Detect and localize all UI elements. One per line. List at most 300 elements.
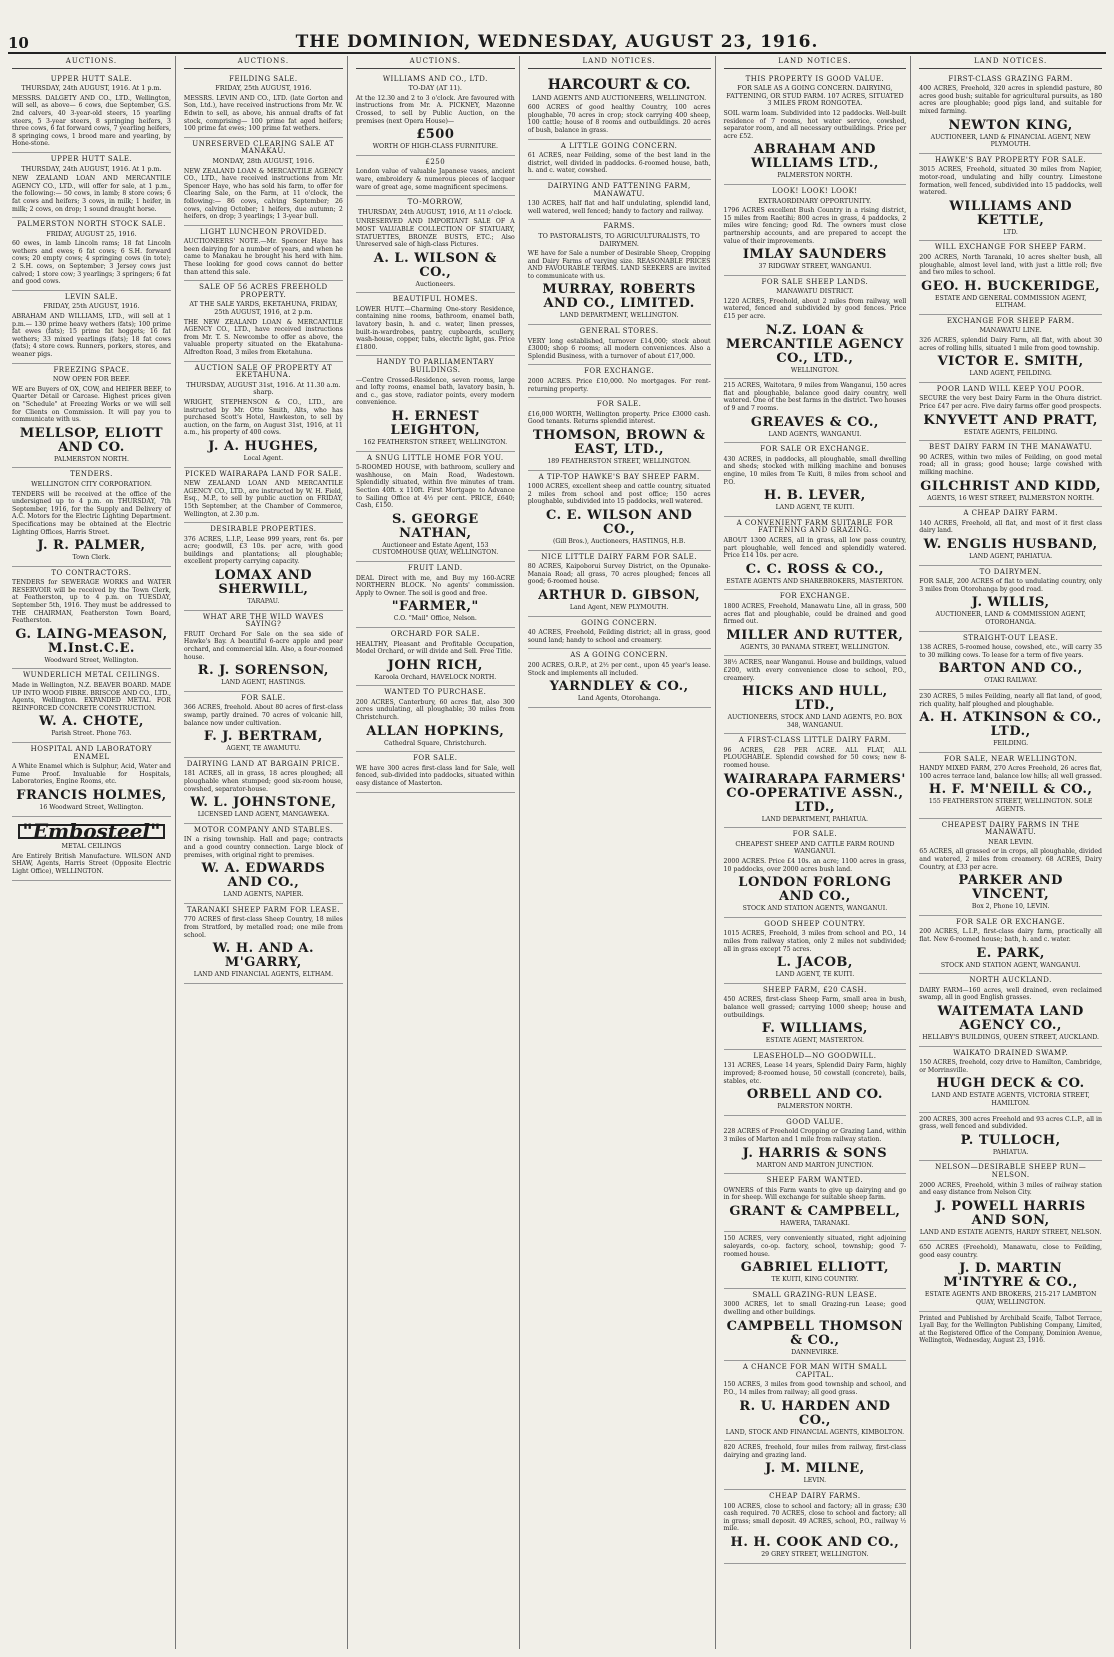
ad-agent-name: WAIRARAPA FARMERS' CO-OPERATIVE ASSN., LTD., (723, 771, 906, 815)
ad-body: 200 ACRES, 300 acres Freehold and 93 acres C.L.P., all in grass, well fenced and subdivided. (919, 1115, 1103, 1131)
column-heading: AUCTIONS. (12, 58, 171, 69)
ad-title: WHAT ARE THE WILD WAVES SAYING? (202, 612, 324, 629)
masthead (8, 18, 1106, 54)
ad-agent-name: JOHN RICH, (387, 657, 483, 673)
ad-title: A CHANCE FOR MAN WITH SMALL CAPITAL. (742, 1363, 887, 1379)
advertisement (184, 138, 343, 226)
ad-body: WRIGHT, STEPHENSON & CO., LTD., are instructed by Mr. Otto Smith, Alts, who has purchased Scott's Hotel, Hawkeston, to sell by auction, on the farm, on August 31st, 1916, at 11 a.m., his property of 400 cows. (183, 398, 343, 437)
ad-title: PICKED WAIRARAPA LAND FOR SALE. (185, 469, 342, 478)
ad-body: 150 ACRES, 3 miles from good township and school, and P.O., 14 miles from railway; all good grass. (723, 1381, 907, 1396)
ad-body: AUCTIONEERS' NOTE.—Mr. Spencer Haye has been dairying for a number of years, and when he came to Manakau he brought his herd with him. These looking for good cows cannot do better than attend this sale. (183, 238, 343, 276)
ad-subtitle: FRIDAY, AUGUST 25, 1916. (46, 229, 137, 238)
ad-title: HAWKE'S BAY PROPERTY FOR SALE. (935, 155, 1087, 164)
ad-body: NEW ZEALAND LOAN AND MERCANTILE AGENCY CO., LTD., will offer for sale, at 1 p.m., the following:— 50 cows, in lamb; 8 store cows; 6 fat cows and heifers; 3 cows, in milk; 1 heifer, in milk; 2 cows, on drop; 1 sound draught horse. (12, 175, 171, 213)
ad-title: A FIRST-CLASS LITTLE DAIRY FARM. (738, 736, 891, 745)
ad-agent-address: AGENTS, 30 PANAMA STREET, WELLINGTON. (740, 643, 890, 651)
advertisement (724, 734, 907, 828)
advertisement (919, 315, 1102, 383)
advertisement (919, 632, 1102, 690)
ad-title: AS A GOING CONCERN. (570, 651, 669, 660)
ad-agent-address: PALMERSTON NORTH. (777, 172, 853, 180)
ad-subtitle: MANAWATU LINE. (979, 326, 1042, 335)
ad-subtitle: TO PASTORALISTS, TO AGRICULTURALISTS, TO DAIRYMEN. (538, 231, 700, 248)
ad-title: NELSON—DESIRABLE SHEEP RUN—NELSON. (935, 1163, 1087, 1179)
ad-title: FREEZING SPACE. (53, 365, 130, 374)
ad-title: FOR SALE OR EXCHANGE. (760, 445, 870, 454)
ad-title: GENERAL STORES. (579, 327, 659, 336)
ad-body: 60 ewes, in lamb Lincoln rams; 18 fat Lincoln wethers and ewes; 6 fat cows; 6 S.H. forward cows; 20 empty cows; 4 springing cows (in tote); 2 S.H. cows, on September; 3 Jersey cows just calved; 1 store cow; 3 yearlings; 3 springers; 6 fat and good cows. (12, 240, 171, 286)
advertisement (356, 452, 515, 562)
advertisement (919, 753, 1102, 819)
advertisement (12, 669, 171, 743)
ad-agent-name: H. F. M'NEILL & CO., (928, 782, 1093, 798)
ad-title: FOR SALE. (413, 754, 458, 763)
advertisement (919, 441, 1102, 507)
ad-title: A CHEAP DAIRY FARM. (963, 509, 1058, 518)
ad-body: ABRAHAM AND WILLIAMS, LTD., will sell at 1 p.m.— 130 prime heavy wethers (fats); 100 prime fat ewes (fats); 15 prime fat hoggets; 16 fat wethers; 33 mixed yearlings (fats); 18 fat cows (fats); 4 store cows. Runners, porkers, stores, and weaner pigs. (12, 313, 171, 358)
ad-body: 650 ACRES (Freehold), Manawatu, close to Feilding, good easy country. (919, 1244, 1103, 1259)
ad-body: 181 ACRES, all in grass, 18 acres ploughed; all ploughable when stumped; good six-room house, cowshed, separator-house. (183, 770, 343, 793)
ad-title: SHEEP FARM, £20 CASH. (762, 985, 867, 994)
ad-agent-name: F. WILLIAMS, (761, 1021, 868, 1037)
ad-title: LIGHT LUNCHEON PROVIDED. (200, 227, 327, 236)
ad-title: HOSPITAL AND LABORATORY ENAMEL (30, 745, 153, 761)
advertisement (12, 218, 171, 291)
advertisement (724, 73, 907, 185)
ad-title: A CONVENIENT FARM SUITABLE FOR FATTENING AND GRAZING. (736, 518, 894, 535)
ad-body: DAIRY FARM—160 acres, well drained, even reclaimed swamp, all in good English grasses. (919, 986, 1103, 1002)
ad-title: FOR SALE, NEAR WELLINGTON. (943, 754, 1078, 763)
ad-agent-name: IMLAY SAUNDERS (742, 247, 887, 263)
ad-agent-address: Parish Street. Phone 763. (51, 730, 132, 738)
ad-title: STRAIGHT-OUT LEASE. (962, 633, 1059, 642)
ad-agent-address: PAHIATUA. (992, 1148, 1029, 1156)
ad-body: 228 ACRES of Freehold Cropping or Grazing Land, within 3 miles of Marton and 1 mile from railway station. (723, 1128, 907, 1143)
ad-title: SHEEP FARM WANTED. (766, 1176, 864, 1185)
advertisement (184, 692, 343, 758)
ad-subtitle: METAL CEILINGS (61, 842, 122, 851)
advertisement (724, 984, 907, 1050)
ad-agent-address: LAND AGENT, PAHIATUA. (969, 552, 1053, 560)
column-heading: AUCTIONS. (184, 58, 343, 69)
ad-body: Made in Wellington, N.Z. BEAVER BOARD. MADE UP INTO WOOD FIBRE. BRISCOE AND CO., LTD., Agents, Wellington. EXPANDED METAL FOR REINFORCED CONCRETE CONSTRUCTION. (12, 682, 171, 712)
ad-agent-address: Karoola Orchard, HAVELOCK NORTH. (374, 673, 497, 681)
ad-title: GOOD VALUE. (786, 1117, 844, 1126)
advertisement (356, 196, 515, 293)
ad-agent-name: ARTHUR D. GIBSON, (538, 587, 701, 603)
ad-agent-address: AUCTIONEER, LAND & FINANCIAL AGENT, NEW PLYMOUTH. (930, 133, 1091, 149)
ad-body: £16,000 WORTH, Wellington property. Price £3000 cash. Good tenants. Returns splendid interest. (527, 410, 711, 426)
column-heading: LAND NOTICES. (724, 58, 907, 69)
ad-body: VERY long established, turnover £14,000; stock about £3000; shop 6 rooms; all modern conveniences. Also a Splendid Business, with a turnover of about £17,000. (527, 337, 711, 360)
ad-title: SMALL GRAZING-RUN LEASE. (752, 1290, 878, 1299)
ad-title: AUCTION SALE OF PROPERTY AT EKETAHUNA. (194, 363, 333, 380)
advertisement (724, 517, 907, 591)
ad-subtitle: LAND AGENTS AND AUCTIONEERS, WELLINGTON. (532, 93, 707, 102)
advertisement (919, 566, 1102, 632)
advertisement (724, 590, 907, 656)
ad-body: TENDERS for SEWERAGE WORKS and WATER RESERVOIR will be received by the Town Clerk, at Featherston, up to 4 p.m. on TUESDAY, September 5th, 1916. They must be addressed to THE CHAIRMAN, Featherston Town Board, Featherston. (12, 579, 171, 625)
ad-title: FOR EXCHANGE. (779, 592, 850, 601)
ad-title: NICE LITTLE DAIRY FARM FOR SALE. (541, 552, 697, 561)
ad-title: DAIRYING AND FATTENING FARM, MANAWATU. (547, 181, 691, 198)
ad-body: 1000 ACRES, excellent sheep and cattle country, situated 2 miles from school and post office; 150 acres ploughable, subdivided into 15 paddocks, well watered. (527, 483, 711, 506)
advertisement (356, 628, 515, 686)
ad-body: UNRESERVED AND IMPORTANT SALE OF A MOST VALUABLE COLLECTION OF STATUARY, STATUETTES, BRONZE BUSTS, ETC.; Also Unreserved sale of high-class Pictures. (355, 218, 515, 249)
newspaper-title: THE DOMINION, WEDNESDAY, AUGUST 23, 1916. (295, 32, 819, 52)
ad-agent-name: W. L. JOHNSTONE, (190, 795, 337, 811)
ad-body: 1796 ACRES excellent Bush Country in a rising district, 15 miles from Raetihi; 800 acres in grass, 4 paddocks, 2 miles wire fencing; good Rd. The owners must close partnership accounts, and are prepared to accept the value of their improvements. (723, 207, 907, 245)
ad-agent-name: A. H. ATKINSON & CO., LTD., (919, 710, 1102, 740)
advertisement (356, 73, 515, 156)
ad-agent-name: PARKER AND VINCENT, (958, 873, 1063, 903)
ad-body: 1220 ACRES, Freehold, about 2 miles from railway, well watered, fenced and subdivided by good fences. Price £15 per acre. (723, 297, 907, 321)
ad-agent-name: P. TULLOCH, (960, 1132, 1061, 1148)
ad-body: 5-ROOMED HOUSE, with bathroom, scullery and washhouse, on Main Road, Wadestown. Splendidly situated, within five minutes of tram. Section 40ft. x 110ft. First Mortgage to Advance to Sailing Office at 4½ per cent. PRICE, £640; Cash, £150. (355, 464, 515, 510)
column-heading: LAND NOTICES. (919, 58, 1102, 69)
ad-agent-address: 37 RIDGWAY STREET, WANGANUI. (758, 263, 872, 271)
ad-body: THE NEW ZEALAND LOAN & MERCANTILE AGENCY CO., LTD., have received instructions from Mr. T. S. Newcombe to offer as above, the valuable property situated on the Ekatahuna-Alfredton Road, 3 miles from Eketahuna. (183, 318, 343, 356)
ad-agent-address: LAND AND FINANCIAL AGENTS, ELTHAM. (193, 971, 334, 979)
ad-title: BEAUTIFUL HOMES. (392, 295, 478, 304)
ad-agent-address: LAND AGENTS, NAPIER. (223, 891, 304, 899)
ad-title: BEST DAIRY FARM IN THE MANAWATU. (929, 443, 1093, 452)
ad-agent-address: ESTATE AGENTS AND BROKERS, 215-217 LAMBTON QUAY, WELLINGTON. (924, 1291, 1097, 1307)
ad-title: "Embosteel" (18, 824, 165, 840)
ad-agent-name: THOMSON, BROWN & EAST, LTD., (532, 428, 706, 457)
ad-title: PALMERSTON NORTH STOCK SALE. (17, 220, 166, 229)
advertisement (724, 379, 907, 443)
ad-agent-name: L. JACOB, (776, 955, 853, 971)
ad-agent-name: S. GEORGE NATHAN, (391, 511, 479, 541)
ad-subtitle: FRIDAY, 25th AUGUST, 1916. (43, 302, 140, 311)
ad-agent-name: KNYVETT AND PRATT, (923, 412, 1098, 428)
ad-body: 230 ACRES, 5 miles Feilding, nearly all flat land, of good, rich quality, half ploughed and ploughable. (919, 692, 1103, 708)
ad-body: LOWER HUTT.—Charming One-story Residence, containing nine rooms, bathroom, enamel bath, lavatory basin, h. and c. water, linen presses, built-in-wardrobes, pantry, cupboards, scullery, wash-house, copper, tubs, electric light, gas. Price £1800. (355, 305, 515, 351)
advertisement (528, 180, 711, 220)
ad-agent-address: 29 GREY STREET, WELLINGTON. (761, 1550, 869, 1558)
ad-agent-address: AGENTS, 16 WEST STREET, PALMERSTON NORTH. (927, 494, 1094, 502)
column-5 (720, 56, 912, 1649)
ad-body: 130 ACRES, half flat and half undulating, splendid land, well watered, well fenced; handy to factory and railway. (527, 200, 711, 215)
ad-agent-address: WORTH OF HIGH-CLASS FURNITURE. (372, 143, 498, 151)
advertisement (919, 1241, 1102, 1311)
ad-subtitle: THURSDAY, AUGUST 31st, 1916. At 11.30 a.m. sharp. (186, 380, 341, 397)
ad-body: 1015 ACRES, Freehold, 3 miles from school and P.O., 14 miles from railway station, only 2 miles not subdivided; all in grass except 75 acres. (723, 930, 907, 953)
ad-body: 150 ACRES, freehold, cozy drive to Hamilton, Cambridge, or Morrinsville. (919, 1059, 1103, 1074)
ad-title: FIRST-CLASS GRAZING FARM. (948, 74, 1073, 83)
ad-title: HANDY TO PARLIAMENTARY BUILDINGS. (376, 358, 495, 375)
ad-agent-name: J. M. MILNE, (765, 1461, 865, 1477)
ad-agent-name: NEWTON KING, (948, 117, 1073, 133)
ad-title: DESIRABLE PROPERTIES. (210, 525, 317, 534)
advertisement (724, 185, 907, 276)
ad-agent-name: W. H. AND A. M'GARRY, (212, 941, 315, 971)
ad-title: FRUIT LAND. (408, 563, 463, 572)
advertisement (12, 153, 171, 218)
advertisement (724, 1361, 907, 1441)
ad-agent-name: A. L. WILSON & CO., (373, 250, 497, 280)
ad-agent-name: £500 (416, 127, 455, 143)
ad-subtitle: FRIDAY, 25th AUGUST, 1916. (215, 84, 312, 93)
ad-body: 100 ACRES, close to school and factory; all in grass; £30 cash required. 70 ACRES, close to school and factory; all in grass; small deposit. 49 ACRES, school, P.O., railway ½ mile. (723, 1502, 907, 1533)
ad-agent-name: E. PARK, (976, 945, 1045, 961)
ad-agent-address: LAND AND ESTATE AGENTS, HARDY STREET, NELSON. (919, 1228, 1102, 1236)
ad-title: SALE OF 56 ACRES FREEHOLD PROPERTY. (199, 283, 328, 299)
ad-body: 366 ACRES, freehold. About 80 acres of first-class swamp, partly drained. 70 acres of volcanic hill, balance now under cultivation. (183, 704, 343, 727)
ad-agent-address: LAND AGENT, HASTINGS. (221, 679, 306, 687)
ad-body: 450 ACRES, first-class Sheep Farm, small area in bush, balance well grassed; carrying 1000 sheep; house and outbuildings. (723, 996, 907, 1019)
ad-body: MESSRS. LEVIN AND CO., LTD. (late Gorton and Son, Ltd.), have received instructions from Mr. W. Edwin to sell, as above, his annual drafts of fat stock, comprising— 100 prime fat aged heifers; 100 prime fat ewes; 100 prime fat wethers. (183, 94, 343, 133)
ad-subtitle: CHEAPEST SHEEP AND CATTLE FARM ROUND WANGANUI. (735, 839, 895, 856)
ad-agent-name: ALLAN HOPKINS, (366, 723, 505, 739)
ad-agent-name: H. B. LEVER, (764, 488, 866, 504)
ad-agent-address: AUCTIONEERS, STOCK AND LAND AGENTS, P.O. BOX 348, WANGANUI. (727, 714, 903, 729)
advertisement (528, 398, 711, 470)
ad-agent-name: LONDON FORLONG AND CO., (738, 875, 892, 905)
ad-subtitle: TO-DAY (AT 11). (408, 84, 462, 93)
advertisement (184, 362, 343, 468)
ad-body: 376 ACRES, L.I.P., Lease 999 years, rent 6s. per acre; goodwill, £3 10s. per acre, with good buildings and plantations; all ploughable; excellent property carrying capacity. (183, 535, 343, 566)
ad-title: FOR EXCHANGE. (584, 367, 655, 376)
advertisement (12, 73, 171, 153)
ad-body: 1800 ACRES, Freehold, Manawatu Line, all in grass, 500 acres flat and ploughable, could be drained and good firmed out. (723, 602, 907, 626)
ad-agent-name: MILLER AND RUTTER, (726, 627, 904, 643)
advertisement (919, 383, 1102, 441)
ad-agent-address: ESTATE AND GENERAL COMMISSION AGENT, ELTHAM. (934, 294, 1087, 310)
ad-subtitle: MANAWATU DISTRICT. (776, 287, 854, 296)
ad-title: A TIP-TOP HAWKE'S BAY SHEEP FARM. (538, 472, 700, 481)
ad-agent-name: FRANCIS HOLMES, (16, 787, 167, 803)
ad-title: £250 (425, 157, 446, 166)
ad-agent-name: WILLIAMS AND KETTLE, (949, 198, 1072, 228)
ad-title: A SNUG LITTLE HOME FOR YOU. (367, 453, 504, 462)
advertisement (528, 325, 711, 365)
ad-title: FOR SALE OR EXCHANGE. (956, 917, 1066, 926)
ad-agent-address: HELLABY'S BUILDINGS, QUEEN STREET, AUCKLAND. (922, 1033, 1099, 1041)
ad-body: 200 ACRES, O.R.P., at 2½ per cent., upon 45 year's lease. Stock and implements all included. (527, 661, 711, 677)
ad-agent-name: C. C. ROSS & CO., (745, 561, 884, 577)
ad-title: A LITTLE GOING CONCERN. (560, 141, 678, 150)
ad-agent-address: WELLINGTON. (790, 366, 839, 374)
ad-body: SECURE the very best Dairy Farm in the Ohura district. Price £47 per acre. Five dairy farms offer good prospects. (919, 395, 1103, 411)
ad-body: 3000 ACRES, let to small Grazing-run Lease; good dwelling and other buildings. (723, 1301, 907, 1317)
advertisement (724, 443, 907, 517)
ad-agent-address: LAND AGENT, TE KUITI. (775, 971, 855, 979)
advertisement (184, 281, 343, 361)
ad-title: EXCHANGE FOR SHEEP FARM. (946, 316, 1075, 325)
ad-title: TARANAKI SHEEP FARM FOR LEASE. (186, 905, 340, 914)
advertisement (356, 156, 515, 196)
ad-body: 600 ACRES of good healthy Country, 100 acres ploughable, 70 acres in crop; stock carrying 400 sheep, 100 cattle; house of 8 rooms and outbuildings. 20 acres of bush, balance in grass. (527, 104, 711, 134)
ad-agent-name: R. J. SORENSON, (197, 663, 329, 679)
advertisement (724, 828, 907, 918)
ad-body: 2000 ACRES. Price £4 10s. an acre; 1100 acres in grass, 10 paddocks, over 2000 acres bush land. (723, 858, 907, 873)
advertisement (184, 758, 343, 824)
ad-title: FEILDING SALE. (229, 74, 298, 83)
ad-title: LEVIN SALE. (64, 292, 119, 301)
column-3 (352, 56, 520, 1649)
ad-subtitle: NOW OPEN FOR BEEF. (52, 375, 131, 384)
ad-title: MOTOR COMPANY AND STABLES. (193, 825, 333, 834)
advertisement (919, 690, 1102, 753)
ad-agent-name: GEO. H. BUCKERIDGE, (921, 278, 1101, 294)
ad-agent-address: ESTATE AGENTS AND SHAREBROKERS, MASTERTON. (726, 577, 904, 585)
ad-agent-name: J. A. HUGHES, (208, 438, 319, 454)
ad-body: WE have for Sale a number of Desirable Sheep, Cropping and Dairy Farms of varying size. REASONABLE PRICES AND FAVOURABLE TERMS. LAND SEEKERS are invited to communicate with us. (527, 250, 711, 280)
advertisement (356, 562, 515, 628)
ad-body: 40 ACRES, Freehold, Feilding district; all in grass, good sound land; handy to school and creamery. (527, 629, 711, 644)
advertisement (184, 468, 343, 524)
ad-body: —Centre Crossed-Residence, seven rooms, large and lofty rooms, enamel bath, lavatory basin, h. and c., gas stove, radiator points, every modern convenience. (355, 376, 515, 407)
ad-agent-name: J. POWELL HARRIS AND SON, (935, 1198, 1086, 1228)
ad-agent-address: (Gill Bros.), Auctioneers, HASTINGS, H.B. (552, 537, 686, 545)
ad-agent-address: ESTATE AGENT, MASTERTON. (765, 1037, 864, 1045)
ad-agent-address: ESTATE AGENTS, FEILDING. (963, 428, 1058, 436)
ad-agent-address: LAND DEPARTMENT, PAHIATUA. (761, 815, 868, 823)
ad-agent-address: LEVIN. (803, 1477, 827, 1485)
ad-agent-name: GRANT & CAMPBELL, (729, 1203, 901, 1219)
ad-subtitle: THURSDAY, 24th AUGUST, 1916. At 1 p.m. (21, 84, 162, 93)
ad-agent-address: 155 FEATHERSTON STREET, WELLINGTON. SOLE AGENTS. (928, 798, 1093, 814)
ad-agent-address: LAND, STOCK AND FINANCIAL AGENTS, KIMBOLTON. (725, 1428, 905, 1436)
ad-agent-name: BARTON AND CO., (938, 661, 1083, 677)
ad-agent-name: H. ERNEST LEIGHTON, (390, 409, 481, 438)
ad-agent-name: LOMAX AND SHERWILL, (214, 568, 313, 598)
ad-body: A White Enamel which is Sulphur, Acid, Water and Fume Proof. Invaluable for Hospitals, Laboratories, Engine Rooms, etc. (12, 763, 171, 786)
ad-body: 150 ACRES, very conveniently situated, right adjoining saleyards, co-op. factory, school, township; good 7-roomed house. (723, 1235, 907, 1258)
ad-agent-name: C. E. WILSON AND CO., (545, 507, 693, 537)
ad-body: WE have 300 acres first-class land for Sale, well fenced, sub-divided into paddocks, situated within easy distance of Masterton. (355, 764, 515, 788)
advertisement (724, 1490, 907, 1564)
ad-body: 430 ACRES, in paddocks, all ploughable, small dwelling and sheds; stocked with milking machine and bonuses engine, 10 miles from Te Kuiti, 8 miles from school and P.O. (723, 455, 907, 486)
advertisement (724, 1174, 907, 1232)
advertisement (724, 918, 907, 984)
advertisement (12, 817, 171, 881)
ad-agent-address: LAND AGENTS, WANGANUI. (768, 430, 862, 438)
advertisement (184, 226, 343, 282)
advertisement (724, 276, 907, 380)
ad-body: IN a rising township. Hall and page; contracts and a good country connection. Large block of premises, with original right to premises. (183, 836, 343, 859)
column-heading: AUCTIONS. (356, 58, 515, 69)
ad-agent-address: Cathedral Square, Christchurch. (383, 739, 487, 747)
ad-body: 770 ACRES of first-class Sheep Country, 18 miles from Stratford, by metalled road; one mile from school. (183, 916, 343, 939)
advertisement (184, 73, 343, 138)
ad-agent-address: Land Agent, NEW PLYMOUTH. (569, 603, 669, 611)
advertisement (724, 1441, 907, 1490)
advertisement (528, 140, 711, 180)
ad-title: UPPER HUTT SALE. (50, 154, 133, 163)
printer-imprint: Printed and Published by Archibald Scaife, Talbot Terrace, Lyall Bay, for the Wellington Publishing Company, Limited, at the Registered Office of the Company, Dominion Avenue, Wellington, Wednesday, August 23, 1916. (919, 1314, 1103, 1345)
ad-body: 326 ACRES, splendid Dairy Farm, all flat, with about 30 acres of rolling hills, situated 1 mile from good township. (919, 337, 1103, 352)
ad-body: OWNERS of this Farm wants to give up dairying and go in for sheep. Will exchange for suitable sheep farm. (723, 1186, 907, 1202)
ad-body: FOR SALE, 200 ACRES of flat to undulating country, only 3 miles from Otorohanga by good road. (919, 578, 1103, 593)
advertisement (528, 471, 711, 551)
ad-body: SOIL warm loam. Subdivided into 12 paddocks. Well-built residence of 7 rooms, hot water service, cowshed, separator room, and all necessary outbuildings. Price per acre £52. (723, 109, 907, 140)
advertisement (528, 73, 711, 140)
ad-title: WILL EXCHANGE FOR SHEEP FARM. (934, 243, 1087, 252)
advertisement (528, 649, 711, 707)
advertisement (919, 1113, 1102, 1162)
advertisement (184, 904, 343, 984)
ad-agent-name: VICTOR E. SMITH, (937, 354, 1084, 370)
ad-agent-address: Town Clerk. (72, 554, 111, 562)
advertisement (356, 752, 515, 792)
ad-agent-name: N.Z. LOAN & MERCANTILE AGENCY CO., LTD., (725, 322, 904, 366)
ad-title: DAIRYING LAND AT BARGAIN PRICE. (186, 759, 340, 768)
ad-title: FOR SALE. (241, 693, 286, 702)
ad-agent-address: Woodward Street, Wellington. (44, 656, 139, 664)
advertisement (919, 507, 1102, 565)
ad-title: POOR LAND WILL KEEP YOU POOR. (936, 384, 1085, 393)
ad-agent-address: TARAPAU. (247, 598, 280, 606)
ad-body: 61 ACRES, near Feilding, some of the best land in the district, well divided in paddocks. 6-roomed house, bath, h. and c. water, cowshed. (527, 152, 711, 175)
ad-body: HEALTHY, Pleasant and Profitable Occupation, Model Orchard, or will divide and Sell. Free Title. (355, 640, 515, 656)
advertisement (356, 293, 515, 356)
advertisement (12, 291, 171, 364)
ad-title: WUNDERLICH METAL CEILINGS. (22, 671, 160, 680)
ad-agent-address: Box 2, Phone 10, LEVIN. (971, 903, 1050, 911)
ad-body: 80 ACRES, Kaipoborui Survey District, on the Opunake-Manaia Road; all grass, 70 acres ploughed; fences all good; 6-roomed house. (527, 563, 711, 586)
ad-body: At the 12.30 and 2 to 3 o'clock. Are favoured with instructions from Mr. A. PICKNEY, Mazonne Crossed, to sell by Public Auction, on the premises (next Opera House)— (355, 94, 515, 125)
ad-agent-name: G. LAING-MEASON, M.Inst.C.E. (15, 626, 168, 656)
ad-title: GOING CONCERN. (581, 618, 658, 627)
ad-body: 3015 ACRES, Freehold, situated 30 miles from Napier, motor-road, undulating and hilly country. Limestone formation, well fenced, subdivided into 15 paddocks, well watered. (919, 166, 1103, 197)
advertisement (919, 916, 1102, 974)
advertisement (919, 73, 1102, 154)
ad-agent-address: PALMERSTON NORTH. (777, 1103, 853, 1111)
ad-body: MESSRS. DALGETY AND CO., LTD., Wellington, will sell, as above— 6 cows, due September, G.S. 2nd calvers, 40 3-year-old steers, 15 yearling steers, 5 3-year steers, 8 springing heifers, 3 three cows, 6 fat forward cows, 7 yearling heifers, 8 springing cows, 1 brood mare and yearling, by Hone-stone. (12, 94, 171, 148)
column-1 (8, 56, 176, 1649)
advertisement (919, 241, 1102, 315)
advertisement (528, 551, 711, 617)
ad-body: 90 ACRES, within two miles of Feilding, on good metal road; all in grass; good house; large cowshed with milking machine. (919, 453, 1103, 476)
ad-body: 200 ACRES, Canterbury, 60 acres flat, also 300 acres undulating, all ploughable; 30 miles from Christchurch. (355, 698, 515, 722)
advertisement (528, 365, 711, 398)
advertisement (528, 617, 711, 650)
ad-subtitle: NEAR LEVIN. (988, 837, 1034, 846)
ad-title: TO CONTRACTORS. (51, 568, 132, 577)
ad-subtitle: THURSDAY, 24th AUGUST, 1916, At 11 o'clock. (358, 207, 513, 216)
ad-agent-name: R. U. HARDEN AND CO., (739, 1398, 891, 1428)
ad-title: WANTED TO PURCHASE. (384, 688, 487, 697)
ad-agent-name: HUGH DECK & CO. (936, 1076, 1085, 1092)
ad-agent-name: "FARMER," (391, 599, 479, 615)
ad-subtitle: WELLINGTON CITY CORPORATION. (31, 479, 152, 488)
advertisement (919, 154, 1102, 242)
ad-body: 96 ACRES, £28 PER ACRE. ALL FLAT, ALL PLOUGHABLE. Splendid cowshed for 50 cows; new 8-roomed house. (723, 746, 907, 770)
advertisement (356, 356, 515, 451)
ad-title: CHEAP DAIRY FARMS. (769, 1491, 861, 1500)
ad-title: UPPER HUTT SALE. (50, 74, 133, 83)
ad-subtitle: THURSDAY, 24th AUGUST, 1916. At 1 p.m. (21, 164, 162, 173)
ad-agent-name: F. J. BERTRAM, (203, 729, 323, 745)
ad-body: FRUIT Orchard For Sale on the sea side of Hawke's Bay. A beautiful 6-acre apple and pear orchard, and commercial kiln. Also, a four-roomed house. (183, 630, 343, 661)
ad-agent-address: OTAKI RAILWAY. (984, 677, 1038, 685)
ad-title: TENDERS. (70, 470, 113, 479)
ad-title: CHEAPEST DAIRY FARMS IN THE MANAWATU. (941, 820, 1080, 837)
column-2 (180, 56, 348, 1649)
advertisement (528, 220, 711, 325)
advertisement (12, 364, 171, 469)
ad-agent-address: STOCK AND STATION AGENTS, WANGANUI. (742, 905, 888, 913)
ad-agent-address: LAND DEPARTMENT, WELLINGTON. (559, 312, 679, 320)
ad-body: DEAL Direct with me, and Buy my 160-ACRE NORTHERN BLOCK. No agents' commission. Apply to Owner. The soil is good and free. (355, 574, 515, 597)
advertisement (356, 686, 515, 752)
ad-title: WILLIAMS AND CO., LTD. (382, 74, 488, 83)
ad-title: THIS PROPERTY IS GOOD VALUE. (745, 74, 885, 83)
ad-agent-name: ORBELL AND CO. (746, 1087, 883, 1103)
